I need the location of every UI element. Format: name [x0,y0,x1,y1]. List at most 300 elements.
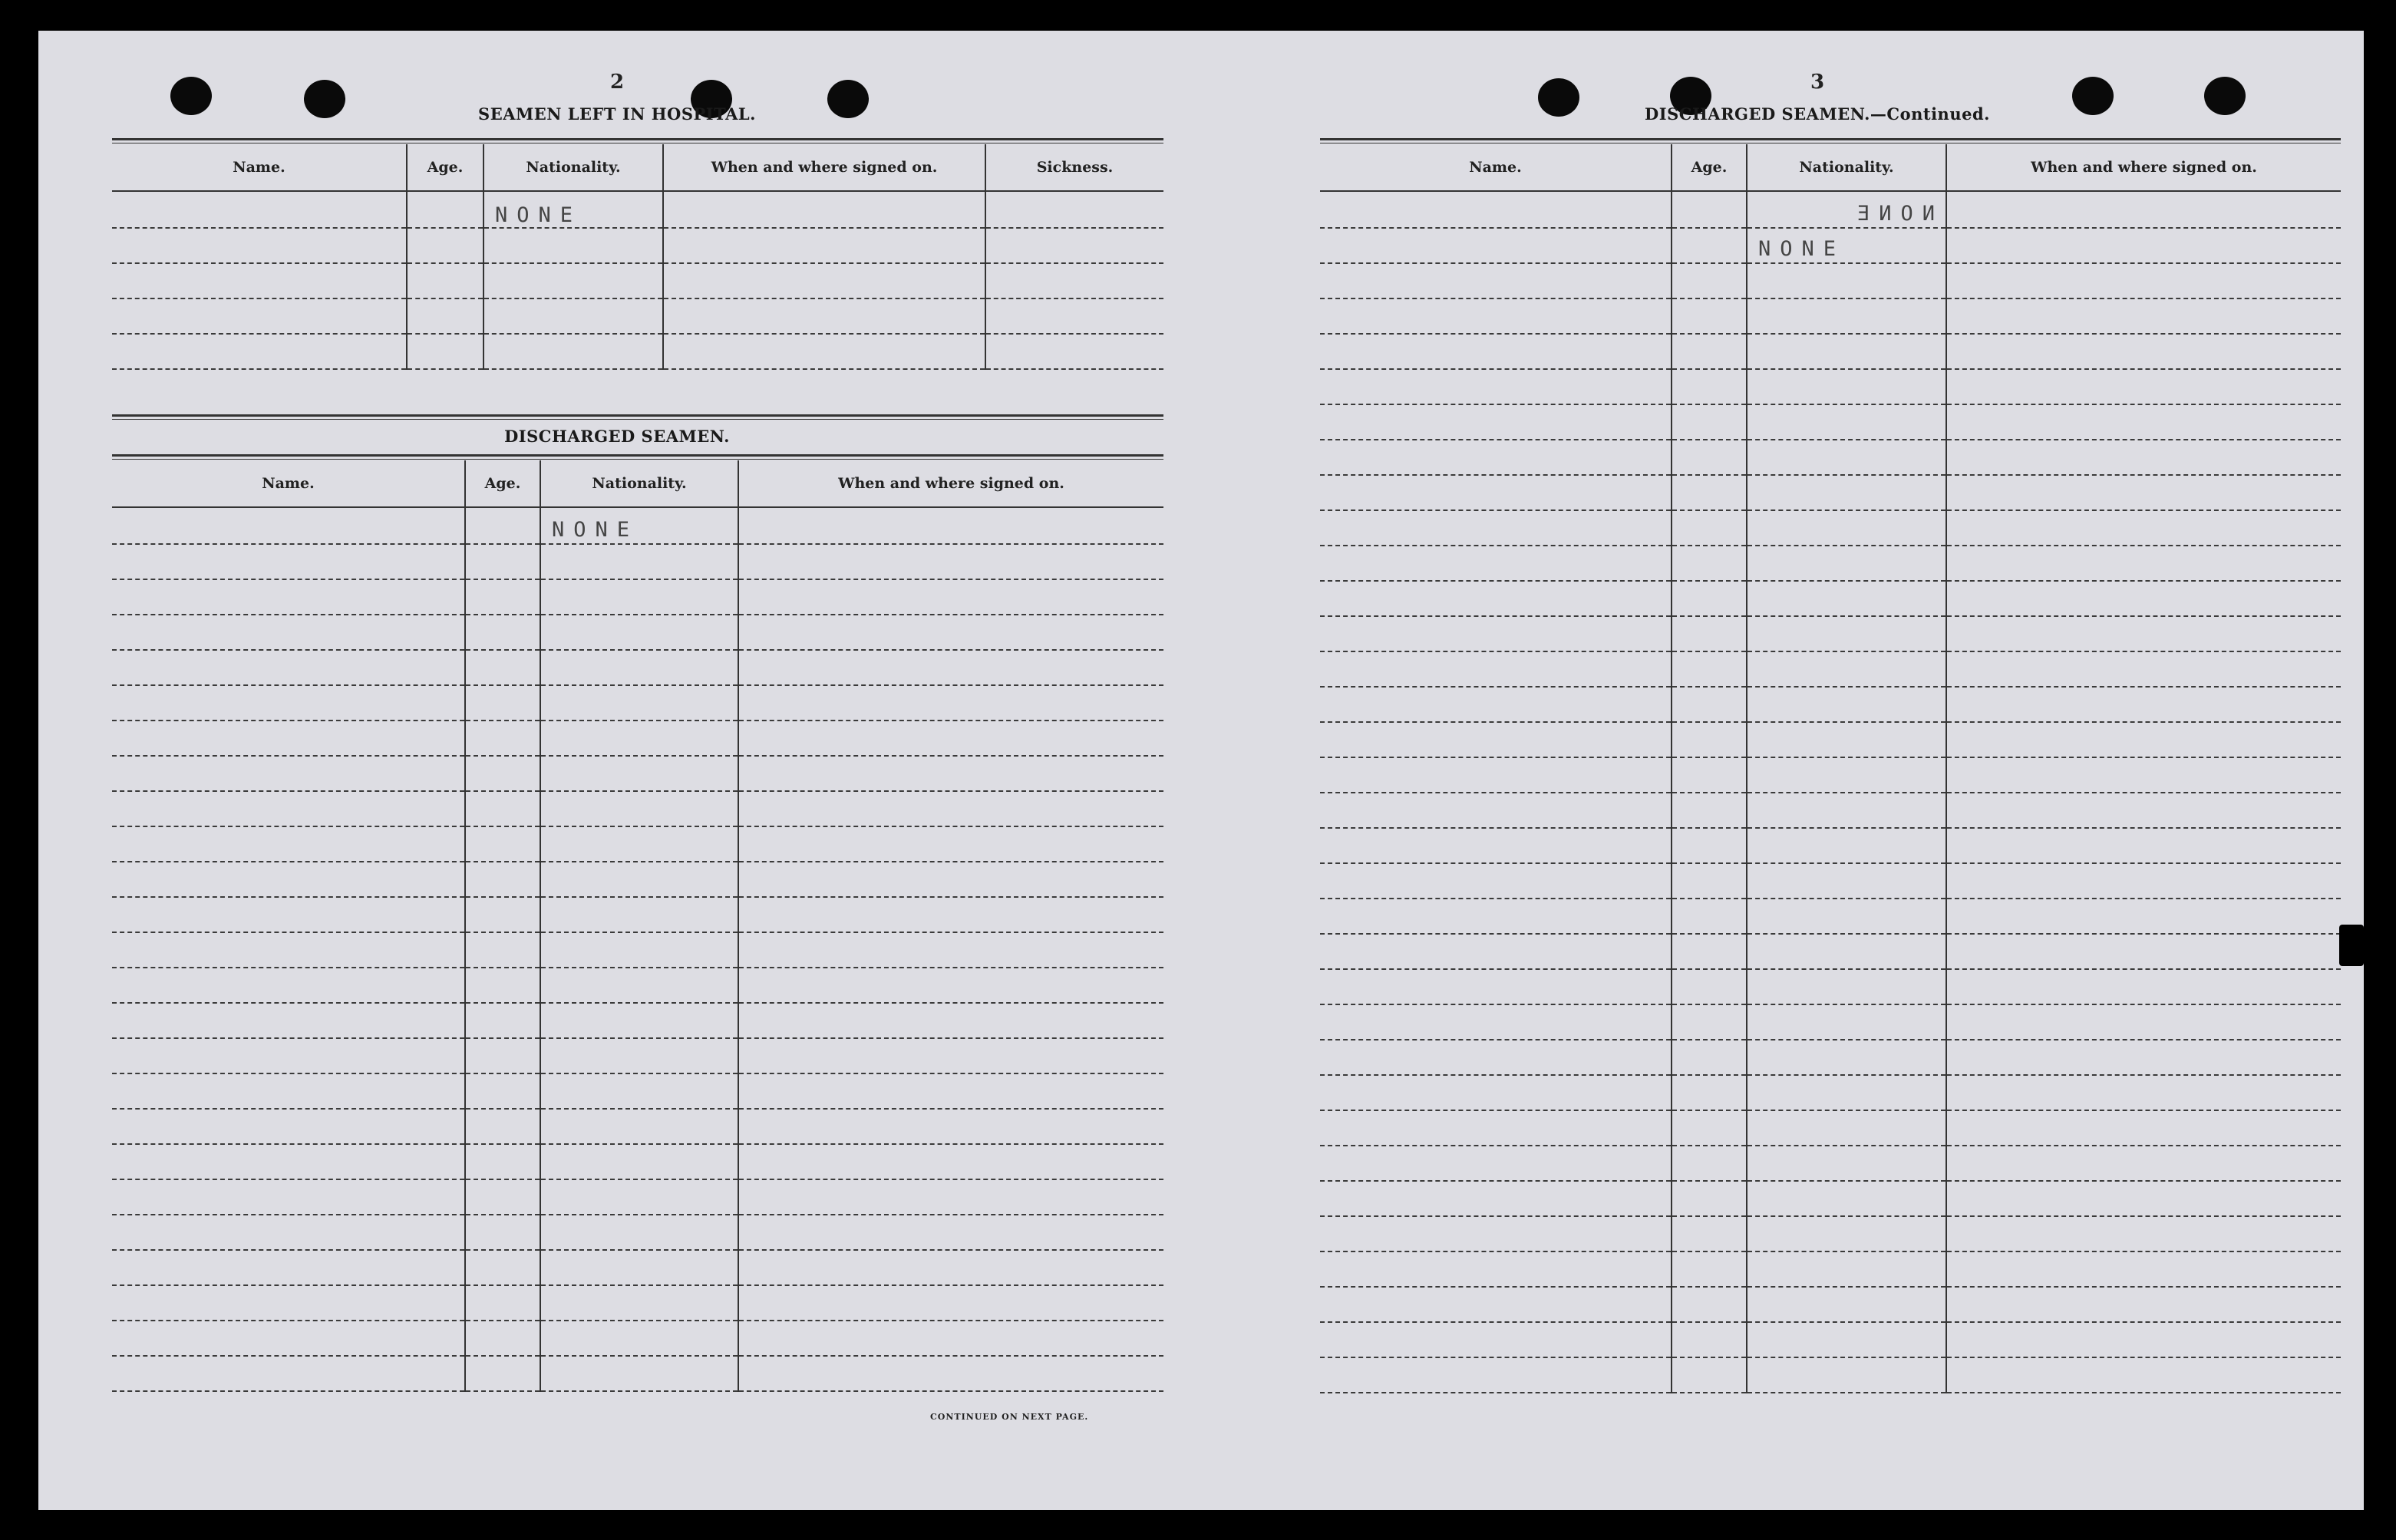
table-cell [1946,369,2341,404]
hospital-section-title: SEAMEN LEFT IN HOSPITAL. [478,104,756,124]
table-cell [1672,1040,1747,1075]
table-cell [112,544,465,579]
table-cell [1320,828,1672,863]
table-cell [1946,722,2341,757]
table-cell [1320,1287,1672,1322]
table-row [112,1003,1163,1038]
table-row [1320,1110,2341,1146]
table-cell [1672,404,1747,440]
table-cell [1747,722,1946,757]
table-row [1320,969,2341,1004]
table-cell [738,897,1163,932]
table-cell [1672,863,1747,899]
table-cell [540,862,738,897]
table-cell [738,1250,1163,1285]
table-cell [465,1144,540,1179]
table-cell [1946,404,2341,440]
table-cell [112,579,465,615]
table-cell [112,932,465,968]
col-header-age: Age. [465,460,540,507]
table-cell [1747,1322,1946,1357]
table-cell [738,1038,1163,1073]
table-cell [1747,616,1946,651]
table-row [1320,687,2341,722]
table-cell [465,932,540,968]
table-row [1320,1075,2341,1110]
table-cell [1320,899,1672,934]
col-header-age: Age. [1672,144,1747,191]
table-cell [465,826,540,862]
table-cell [112,756,465,791]
table-row [1320,581,2341,616]
table-cell [1320,722,1672,757]
table-cell [1320,369,1672,404]
table-cell [1747,440,1946,475]
table-row [112,1073,1163,1109]
table-cell [540,650,738,685]
table-row [112,191,1163,228]
table-cell [112,1179,465,1215]
table-cell [465,1038,540,1073]
table-row [1320,899,2341,934]
table-cell [1747,369,1946,404]
table-row [112,685,1163,721]
col-header-age: Age. [407,144,483,191]
table-cell [1672,263,1747,298]
table-cell [112,791,465,826]
table-row [1320,1357,2341,1393]
table-cell [738,1179,1163,1215]
col-header-name: Name. [112,144,407,191]
table-cell [1946,828,2341,863]
table-cell [1672,298,1747,334]
table-cell [1747,969,1946,1004]
edge-mark [2339,925,2364,966]
table-row [1320,334,2341,369]
table-cell [540,1003,738,1038]
table-cell [1320,546,1672,581]
col-header-nationality: Nationality. [1747,144,1946,191]
table-cell [1672,581,1747,616]
table-cell [1747,757,1946,793]
table-cell [465,685,540,721]
table-cell [738,579,1163,615]
title-rule [112,138,1163,140]
col-header-nationality: Nationality. [540,460,738,507]
table-cell [1946,510,2341,546]
table-cell [540,1215,738,1250]
table-cell [1747,934,1946,969]
table-cell [465,1321,540,1356]
table-cell [738,1003,1163,1038]
table-cell [1747,1216,1946,1251]
table-cell [738,1109,1163,1144]
table-row [1320,191,2341,228]
table-cell [465,1356,540,1391]
table-cell [738,1321,1163,1356]
table-cell [1320,1216,1672,1251]
table-row [1320,1146,2341,1181]
table-cell [1672,510,1747,546]
table-row [112,1250,1163,1285]
table-cell [1672,722,1747,757]
table-row [1320,793,2341,828]
table-row [1320,1181,2341,1216]
table-cell [1672,828,1747,863]
table-cell [540,721,738,756]
table-cell [1946,863,2341,899]
typed-entry: NONE [552,518,639,542]
table-row [1320,510,2341,546]
table-cell [1747,263,1946,298]
table-cell [1320,1040,1672,1075]
hospital-table [112,144,1163,370]
table-cell [112,826,465,862]
table-cell [112,862,465,897]
table-cell [540,544,738,579]
table-row [1320,1251,2341,1287]
table-cell [1320,651,1672,687]
typed-entry: NONE [495,203,582,227]
table-cell [465,579,540,615]
table-row [1320,440,2341,475]
table-cell [738,756,1163,791]
table-cell [540,1179,738,1215]
table-cell [1672,687,1747,722]
table-row [1320,934,2341,969]
right-page [1167,31,2364,1510]
table-row [112,228,1163,263]
table-cell [1946,1075,2341,1110]
table-cell [738,791,1163,826]
table-cell [540,1321,738,1356]
table-cell [540,1109,738,1144]
punch-hole [2072,77,2114,115]
table-cell [738,650,1163,685]
table-cell [1946,793,2341,828]
table-cell [738,826,1163,862]
table-cell [1672,1322,1747,1357]
table-cell [1946,687,2341,722]
table-cell [1946,1357,2341,1393]
table-row [112,544,1163,579]
table-cell [1320,404,1672,440]
col-header-sickness: Sickness. [985,144,1163,191]
table-cell [1672,1216,1747,1251]
table-cell [1747,1146,1946,1181]
table-cell [1672,369,1747,404]
table-cell [1672,1004,1747,1040]
table-row [112,263,1163,298]
table-cell [1747,1040,1946,1075]
table-row [1320,722,2341,757]
page-number: 2 [609,71,625,94]
table-cell [1672,440,1747,475]
table-cell [112,650,465,685]
col-header-nationality: Nationality. [483,144,663,191]
table-cell [540,685,738,721]
table-row [1320,369,2341,404]
table-cell [465,615,540,650]
table-cell [112,897,465,932]
table-cell [465,1250,540,1285]
table-cell [1946,1181,2341,1216]
table-cell [1320,334,1672,369]
table-row [112,334,1163,369]
table-cell [1672,1146,1747,1181]
table-cell [540,1073,738,1109]
title-rule [112,454,1163,457]
discharged-table [112,460,1163,1392]
table-cell [465,968,540,1003]
table-cell [1946,1251,2341,1287]
table-row [1320,228,2341,263]
table-cell [1320,934,1672,969]
table-cell [1747,475,1946,510]
table-cell [1672,475,1747,510]
table-row [112,579,1163,615]
table-cell [1320,1110,1672,1146]
table-cell [1320,1075,1672,1110]
punch-hole [1538,78,1579,117]
table-cell [1320,263,1672,298]
punch-hole [827,80,869,118]
table-cell [1747,1075,1946,1110]
table-cell [465,1179,540,1215]
table-row [1320,863,2341,899]
title-suffix: —Continued. [1870,104,1990,124]
table-cell [540,897,738,932]
table-cell [540,1144,738,1179]
table-cell [540,932,738,968]
table-cell [465,650,540,685]
table-cell [465,1215,540,1250]
table-cell [1946,581,2341,616]
table-cell [112,1215,465,1250]
page-number: 3 [1810,71,1825,94]
table-cell [1747,334,1946,369]
punch-hole [170,77,212,115]
continued-note: CONTINUED ON NEXT PAGE. [930,1412,1089,1422]
table-row [1320,1004,2341,1040]
table-cell [1946,899,2341,934]
table-row [112,1144,1163,1179]
table-cell [738,721,1163,756]
table-row [112,507,1163,544]
table-cell [1747,793,1946,828]
table-cell [738,1215,1163,1250]
col-header-name: Name. [1320,144,1672,191]
table-cell [1946,1040,2341,1075]
table-cell [1672,934,1747,969]
table-cell [112,968,465,1003]
table-row [112,1215,1163,1250]
table-cell [1946,1287,2341,1322]
table-cell [1672,616,1747,651]
section-rule [112,414,1163,417]
table-cell [1747,298,1946,334]
table-cell [1946,298,2341,334]
table-cell [1320,581,1672,616]
table-row [112,1285,1163,1321]
table-row [1320,263,2341,298]
table-cell [1747,510,1946,546]
table-cell [738,862,1163,897]
table-cell [540,1356,738,1391]
table-cell [1747,651,1946,687]
table-cell [1747,1181,1946,1216]
table-row [1320,1216,2341,1251]
table-cell [1672,1357,1747,1393]
table-cell [1672,899,1747,934]
table-cell [540,615,738,650]
table-cell [1946,969,2341,1004]
table-cell [112,1321,465,1356]
table-cell [1320,475,1672,510]
discharged-continued-table [1320,144,2341,1393]
table-row [1320,1322,2341,1357]
table-row [1320,1287,2341,1322]
table-cell [1946,440,2341,475]
table-cell [1946,1216,2341,1251]
table-cell [1320,298,1672,334]
table-cell [738,1356,1163,1391]
table-cell [1747,546,1946,581]
table-cell [1747,687,1946,722]
table-cell [1946,1110,2341,1146]
typed-entry: NONE [1758,237,1846,261]
table-row [112,756,1163,791]
table-cell [1320,1357,1672,1393]
table-cell [1320,1004,1672,1040]
table-cell [465,862,540,897]
table-row [1320,1040,2341,1075]
table-row [1320,651,2341,687]
table-cell [1320,510,1672,546]
table-row [1320,757,2341,793]
table-row [112,932,1163,968]
table-cell [540,1250,738,1285]
table-cell [1672,1110,1747,1146]
table-cell [540,826,738,862]
table-cell [1747,863,1946,899]
col-header-name: Name. [112,460,465,507]
table-row [112,826,1163,862]
table-row [112,791,1163,826]
table-cell [738,615,1163,650]
table-cell [112,1038,465,1073]
table-cell [1320,1322,1672,1357]
table-cell [540,756,738,791]
table-cell [1747,404,1946,440]
table-cell [540,791,738,826]
table-row [112,1038,1163,1073]
table-cell [1320,969,1672,1004]
table-cell [465,1285,540,1321]
table-cell [112,1285,465,1321]
table-row [112,1321,1163,1356]
table-cell [1946,334,2341,369]
table-cell [1672,1287,1747,1322]
table-row [112,298,1163,334]
table-cell [465,1003,540,1038]
col-header-signed-on: When and where signed on. [1946,144,2341,191]
table-row [112,897,1163,932]
table-cell [738,968,1163,1003]
table-row [1320,298,2341,334]
table-cell [1672,334,1747,369]
table-row [112,721,1163,756]
table-cell [1320,440,1672,475]
table-cell [1672,793,1747,828]
mirrored-typed-entry: NONE [1847,202,1935,226]
table-cell [540,1285,738,1321]
table-cell [540,968,738,1003]
discharged-section-title: DISCHARGED SEAMEN. [504,427,730,446]
table-row [112,1179,1163,1215]
table-cell [112,1003,465,1038]
table-cell [1946,1146,2341,1181]
table-cell [1946,546,2341,581]
table-cell [738,544,1163,579]
table-cell [1747,1110,1946,1146]
table-cell [1320,793,1672,828]
table-cell [1672,1075,1747,1110]
table-cell [1946,757,2341,793]
table-cell [1747,1357,1946,1393]
table-cell [1320,1251,1672,1287]
table-cell [1946,1004,2341,1040]
table-cell [465,1109,540,1144]
table-cell [1672,757,1747,793]
table-cell [1946,934,2341,969]
table-cell [1747,1287,1946,1322]
col-header-signed-on: When and where signed on. [738,460,1163,507]
table-cell [1747,828,1946,863]
table-row [1320,828,2341,863]
table-cell [1946,651,2341,687]
table-cell [1672,1181,1747,1216]
table-cell [465,1073,540,1109]
table-cell [738,685,1163,721]
punch-hole [2204,77,2246,115]
table-cell [1320,616,1672,651]
table-cell [112,1073,465,1109]
table-cell [1747,1004,1946,1040]
table-cell [1320,687,1672,722]
table-cell [465,897,540,932]
table-row [1320,616,2341,651]
table-row [1320,475,2341,510]
col-header-signed-on: When and where signed on. [663,144,985,191]
table-cell [1672,969,1747,1004]
table-cell [738,1144,1163,1179]
table-row [112,650,1163,685]
table-cell [112,1250,465,1285]
table-cell [1320,863,1672,899]
table-cell [112,615,465,650]
table-cell [112,721,465,756]
table-cell [1946,1322,2341,1357]
table-cell [1672,651,1747,687]
table-cell [465,721,540,756]
table-cell [112,1356,465,1391]
table-row [112,1356,1163,1391]
table-cell [1672,1251,1747,1287]
table-row [112,615,1163,650]
table-row [1320,546,2341,581]
table-cell [540,579,738,615]
